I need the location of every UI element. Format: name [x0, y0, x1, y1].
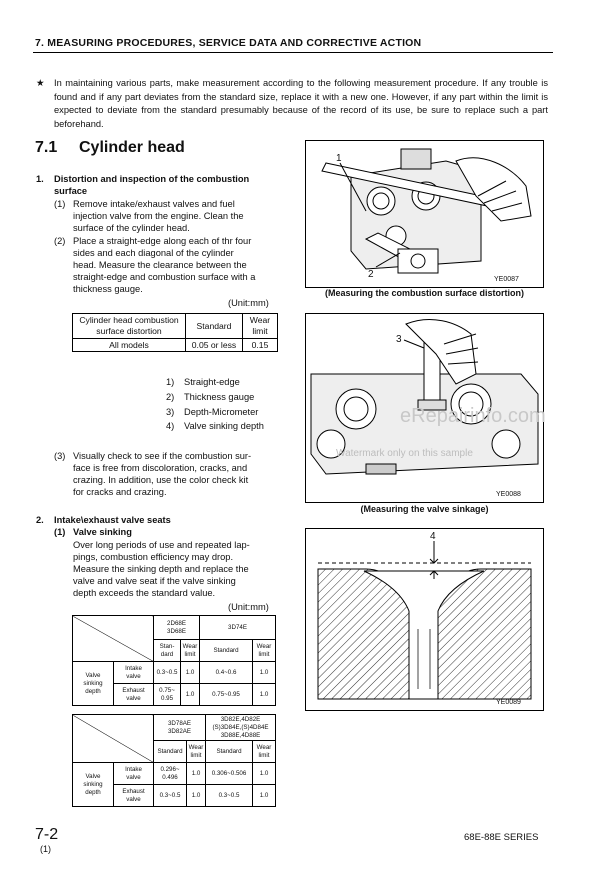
table1-std-b: Standard	[200, 640, 253, 662]
legend-item: 4) Valve sinking depth	[166, 421, 264, 432]
item1-s1-l1: Remove intake/exhaust valves and fuel	[73, 199, 235, 209]
fig1-code: YE0087	[494, 276, 519, 283]
page-sub: (1)	[40, 844, 51, 854]
item2-p-l5: depth exceeds the standard value.	[73, 588, 216, 598]
item2-p-l4: valve and valve seat if the valve sinking	[73, 576, 236, 586]
table1-cell: 1.0	[181, 684, 200, 706]
table2-cell: 1.0	[187, 785, 206, 807]
table1-row-label: Valve sinking depth	[73, 662, 114, 706]
figure-valve-sinking-depth	[305, 528, 544, 711]
valve-sinking-table-2	[72, 714, 276, 807]
section-title	[35, 139, 185, 157]
star-icon: ★	[36, 78, 45, 88]
section-number: 7.1	[35, 139, 58, 156]
table2-wear-b: Wear limit	[253, 741, 276, 763]
table1-col-b: 3D74E	[200, 616, 276, 640]
series-label: 68E-88E SERIES	[464, 832, 539, 843]
figure-combustion-surface	[305, 140, 544, 288]
item1-number: 1.	[36, 174, 44, 184]
fig1-label-1: 1	[336, 153, 342, 164]
page-header: 7. MEASURING PROCEDURES, SERVICE DATA AND CORRECTIVE ACTION	[35, 37, 422, 49]
item2-unit: (Unit:mm)	[228, 602, 269, 612]
distortion-row-model: All models	[73, 339, 186, 352]
item1-s2-l3: head. Measure the clearance between the	[73, 260, 247, 270]
item2-title: Intake\exhaust valve seats	[54, 515, 171, 525]
item1-s2-num: (2)	[54, 236, 66, 246]
distortion-header-standard: Standard	[186, 314, 243, 339]
fig3-label-4: 4	[430, 531, 436, 542]
fig3-code: YE0089	[496, 699, 521, 706]
item1-s2-l4: straight-edge and combustion surface with a	[73, 272, 256, 282]
valve-section-illustration	[306, 529, 543, 710]
table2-col-a: 3D78AE 3D82AE	[154, 715, 206, 741]
table2-cell: 1.0	[253, 763, 276, 785]
fig1-caption: (Measuring the combustion surface distortion)	[324, 288, 524, 298]
table2-cell: 0.3~0.5	[154, 785, 187, 807]
item1-s2-l5: thickness gauge.	[73, 284, 143, 294]
table2-std-b: Standard	[206, 741, 253, 763]
table1-diagonal-cell	[73, 616, 154, 662]
distortion-row-wear: 0.15	[243, 339, 278, 352]
table2-cell: 1.0	[187, 763, 206, 785]
distortion-header-item: Cylinder head combustion surface distortion	[73, 314, 186, 339]
item1-s3-num: (3)	[54, 451, 66, 461]
fig2-code: YE0088	[496, 491, 521, 498]
intro-paragraph	[36, 77, 548, 131]
item2-p-l3: Measure the sinking depth and replace the	[73, 564, 249, 574]
table1-cell: 0.75~0.95	[200, 684, 253, 706]
distortion-row-standard: 0.05 or less	[186, 339, 243, 352]
header-rule	[33, 52, 553, 53]
fig2-label-3: 3	[396, 334, 402, 345]
fig1-label-2: 2	[368, 269, 374, 280]
item1-s2-l2: sides and each diagonal of the cylinder	[73, 248, 234, 258]
table2-intake-label: Intake valve	[114, 763, 154, 785]
item1-s3-l2: face is free from discoloration, cracks, and	[73, 463, 248, 473]
watermark-sample: Watermark only on this sample	[336, 448, 473, 459]
table1-cell: 1.0	[181, 662, 200, 684]
intro-text: In maintaining various parts, make measurement according to the following measurement procedure. If any trouble is found and if any part deviates from the standard size, replace it with a new one. However, if any part within the limit is expected to deviate from the standard presumably because of the record of its use, be sure to replace such a part beforehand.	[54, 78, 548, 129]
table2-std-a: Standard	[154, 741, 187, 763]
legend-item: 1) Straight-edge	[166, 377, 240, 387]
table1-cell: 0.75~ 0.95	[154, 684, 181, 706]
table1-cell: 0.4~0.6	[200, 662, 253, 684]
table1-cell: 0.3~0.5	[154, 662, 181, 684]
table1-cell: 1.0	[253, 684, 276, 706]
item1-s3-l3: crazing. In addition, use the color check kit	[73, 475, 249, 485]
item1-s2-l1: Place a straight-edge along each of thr four	[73, 236, 252, 246]
item1-unit: (Unit:mm)	[228, 298, 269, 308]
item1-s1-l3: surface of the cylinder head.	[73, 223, 190, 233]
item1-s1-num: (1)	[54, 199, 66, 209]
item1-s3-l1: Visually check to see if the combustion sur-	[73, 451, 252, 461]
table2-row-label: Valve sinking depth	[73, 763, 114, 807]
distortion-header-wear: Wear limit	[243, 314, 278, 339]
item2-p-l2: pings, combustion efficiency may drop.	[73, 552, 234, 562]
item1-s3-l4: for cracks and crazing.	[73, 487, 167, 497]
item1-title-2: surface	[54, 186, 88, 196]
table2-diagonal-cell	[73, 715, 154, 763]
table2-col-b: 3D82E,4D82E (S)3D84E,(S)4D84E 3D88E,4D88E	[206, 715, 276, 741]
item1-title-1: Distortion and inspection of the combustion	[54, 174, 250, 184]
table1-intake-label: Intake valve	[114, 662, 154, 684]
table2-exhaust-label: Exhaust valve	[114, 785, 154, 807]
table1-std-a: Stan- dard	[154, 640, 181, 662]
table2-cell: 0.296~ 0.496	[154, 763, 187, 785]
table1-exhaust-label: Exhaust valve	[114, 684, 154, 706]
table2-cell: 0.306~0.506	[206, 763, 253, 785]
item1-s1-l2: injection valve from the engine. Clean the	[73, 211, 244, 221]
item2-number: 2.	[36, 515, 44, 525]
fig2-caption: (Measuring the valve sinkage)	[360, 504, 489, 514]
section-name: Cylinder head	[79, 139, 185, 156]
legend-item: 2) Thickness gauge	[166, 391, 255, 402]
table1-wear-a: Wear limit	[181, 640, 200, 662]
watermark-site: eRepairinfo.com	[400, 405, 546, 427]
legend-list	[166, 375, 264, 434]
page-number: 7-2	[35, 826, 59, 843]
legend-item: 3) Depth-Micrometer	[166, 406, 259, 417]
table2-cell: 0.3~0.5	[206, 785, 253, 807]
valve-sinking-table-1	[72, 615, 276, 706]
table1-cell: 1.0	[253, 662, 276, 684]
table1-col-a: 2D68E 3D68E	[154, 616, 200, 640]
item2-s1-title: Valve sinking	[73, 527, 132, 537]
distortion-table	[72, 313, 278, 352]
item2-p-l1: Over long periods of use and repeated lap-	[73, 540, 250, 550]
table2-wear-a: Wear limit	[187, 741, 206, 763]
table2-cell: 1.0	[253, 785, 276, 807]
table1-wear-b: Wear limit	[253, 640, 276, 662]
item2-s1-num: (1)	[54, 527, 66, 537]
